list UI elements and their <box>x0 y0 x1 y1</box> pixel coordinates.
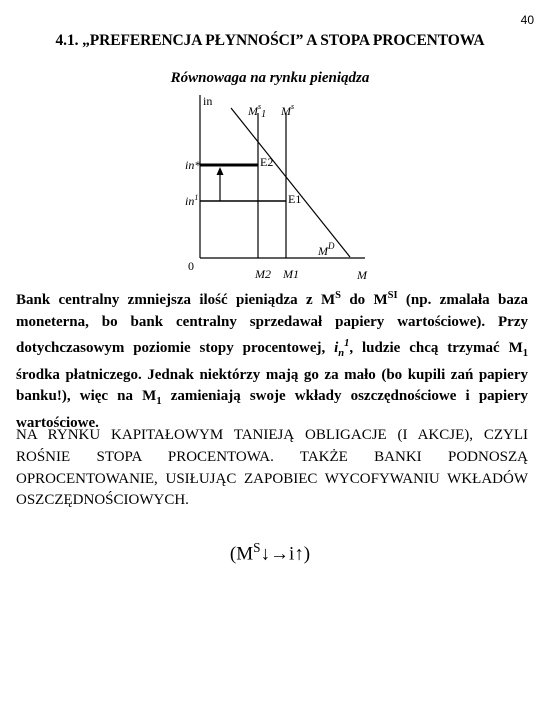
summary-formula: $(M^S↓\to i↑)$ <box>229 540 311 565</box>
origin-label: 0 <box>188 259 194 273</box>
y-axis-label: in <box>203 94 213 108</box>
equilibrium-e2-label: E2 <box>260 155 274 169</box>
capital-market-paragraph: NA RYNKU KAPITAŁOWYM TANIEJĄ OBLIGACJE (I AKCJE), CZYLI ROŚNIE STOPA PROCENTOWA. TAKŻE BANKI PODNOSZĄ OPROCENTOWANIE, USIŁUJĄC ZAPOBIEC WYCOFYWANIU WKŁADÓW OSZCZĘDNOŚCIOWYCH. <box>16 427 528 509</box>
money-demand-label: $M^D$ <box>318 241 335 258</box>
interest-rate-symbol: $i_n^1$ <box>334 338 350 359</box>
money-supply-1-label: $M^s_1$ <box>248 102 267 120</box>
section-title: 4.1. „PREFERENCJA PŁYNNOŚCI” A STOPA PROCENTOWA <box>55 32 485 49</box>
diagram-title: Równowaga na rynku pieniądza <box>170 70 370 86</box>
m2-axis-label: M2 <box>255 267 271 281</box>
interest-one-label: $in^1$ <box>185 193 199 208</box>
x-axis-label: M <box>357 268 367 282</box>
money-demand-curve <box>231 108 350 257</box>
money-market-diagram <box>175 85 375 285</box>
interest-star-label: in* <box>185 158 201 172</box>
m1-axis-label: M1 <box>283 267 299 281</box>
rate-increase-arrow-head <box>217 167 224 175</box>
equilibrium-e1-label: E1 <box>288 192 302 206</box>
money-supply-label: $M^s$ <box>281 102 295 118</box>
explanation-paragraph: Bank centralny zmniejsza ilość pieniądza z $M^S$ do $M^{SI}$ (np. zmalała baza moneterna, bo bank centralny sprzedawał papiery wartościowe). Przy dotychczasowym poziomie stopy procentowej, $i_n^1$, ludzie chcą trzymać $M_1$ środka płatniczego. Jednak niektórzy mają go za mało (bo kupili zań papiery banku!), więc na $M_1$ zamieniają swoje wkłady oszczędnościowe i papiery wartościowe. <box>16 290 529 431</box>
page-number: 40 <box>520 13 534 27</box>
